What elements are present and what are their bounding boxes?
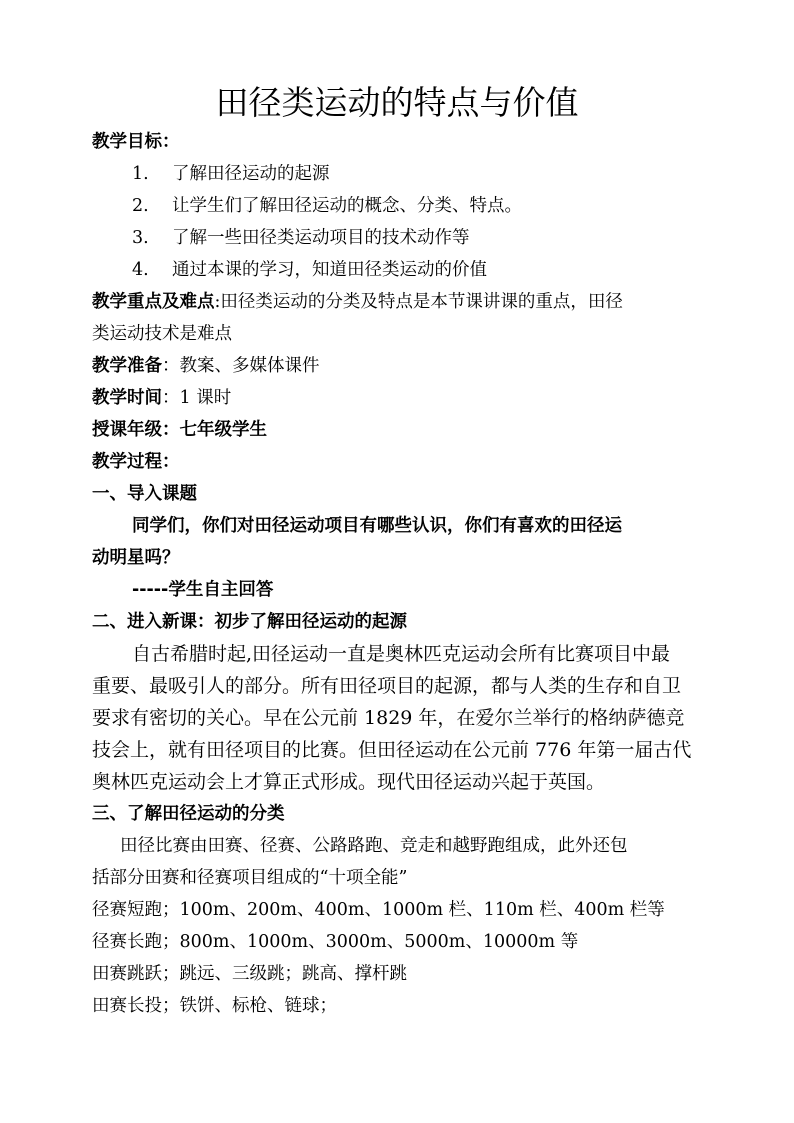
- objective-text: 了解田径运动的起源: [172, 164, 330, 184]
- objectives-heading: 教学目标：: [92, 132, 180, 152]
- focus-label: 教学重点及难点: [92, 292, 215, 312]
- section2-paragraph-line: 重要、最吸引人的部分。所有田径项目的起源，都与人类的生存和自卫: [92, 675, 682, 697]
- prep-value: ：教案、多媒体课件: [162, 356, 320, 376]
- time-label: 教学时间: [92, 388, 162, 408]
- objective-item: [132, 161, 762, 187]
- objective-text: 了解一些田径类运动项目的技术动作等: [172, 228, 470, 248]
- objective-text: 让学生们了解田径运动的概念、分类、特点。: [172, 196, 522, 216]
- category-item: 径赛短跑；100m、200m、400m、1000m 栏、110m 栏、400m 栏等: [92, 900, 665, 920]
- focus-text-continued: 类运动技术是难点: [92, 324, 232, 344]
- section1-answer: -----学生自主回答: [132, 580, 274, 600]
- objective-item: [132, 257, 762, 283]
- page-title: 田径类运动的特点与价值: [215, 83, 579, 122]
- prep-line: [92, 353, 722, 379]
- time-value: ：1 课时: [162, 388, 232, 408]
- objective-text: 通过本课的学习，知道田径类运动的价值: [172, 260, 487, 280]
- objective-number: 3.: [132, 228, 149, 248]
- objective-number: 2.: [132, 196, 149, 216]
- grade-line: 授课年级：七年级学生: [92, 420, 267, 440]
- category-item: 径赛长跑；800m、1000m、3000m、5000m、10000m 等: [92, 932, 579, 952]
- focus-line: [92, 289, 722, 315]
- objective-number: 1.: [132, 164, 149, 184]
- section3-intro: 田径比赛由田赛、径赛、公路路跑、竞走和越野跑组成，此外还包: [120, 836, 628, 856]
- section2-paragraph-line: 奥林匹克运动会上才算正式形成。现代田径运动兴起于英国。: [92, 771, 606, 793]
- category-item: 田赛跳跃；跳远、三级跳；跳高、撑杆跳: [92, 964, 407, 984]
- section3-heading: 三、了解田径运动的分类: [92, 804, 285, 824]
- section2-heading: 二、进入新课：初步了解田径运动的起源: [92, 612, 407, 632]
- section2-paragraph-line: 要求有密切的关心。早在公元前 1829 年，在爱尔兰举行的格纳萨德竞: [92, 707, 685, 729]
- focus-text: :田径类运动的分类及特点是本节课讲课的重点，田径: [214, 292, 623, 312]
- process-heading: 教学过程：: [92, 452, 180, 472]
- section3-intro-continued: 括部分田赛和径赛项目组成的“十项全能”: [92, 868, 408, 888]
- section1-question-continued: 动明星吗？: [92, 548, 180, 568]
- section2-paragraph-line: 技会上，就有田径项目的比赛。但田径运动在公元前 776 年第一届古代: [92, 739, 692, 761]
- category-item: 田赛长投；铁饼、标枪、链球；: [92, 996, 337, 1016]
- time-line: [92, 385, 722, 411]
- prep-label: 教学准备: [92, 356, 162, 376]
- objective-item: [132, 193, 762, 219]
- objective-item: [132, 225, 762, 251]
- section1-heading: 一、导入课题: [92, 484, 197, 504]
- section1-question: 同学们，你们对田径运动项目有哪些认识，你们有喜欢的田径运: [132, 516, 622, 536]
- objective-number: 4.: [132, 260, 149, 280]
- section2-paragraph-line: 自古希腊时起,田径运动一直是奥林匹克运动会所有比赛项目中最: [132, 643, 671, 665]
